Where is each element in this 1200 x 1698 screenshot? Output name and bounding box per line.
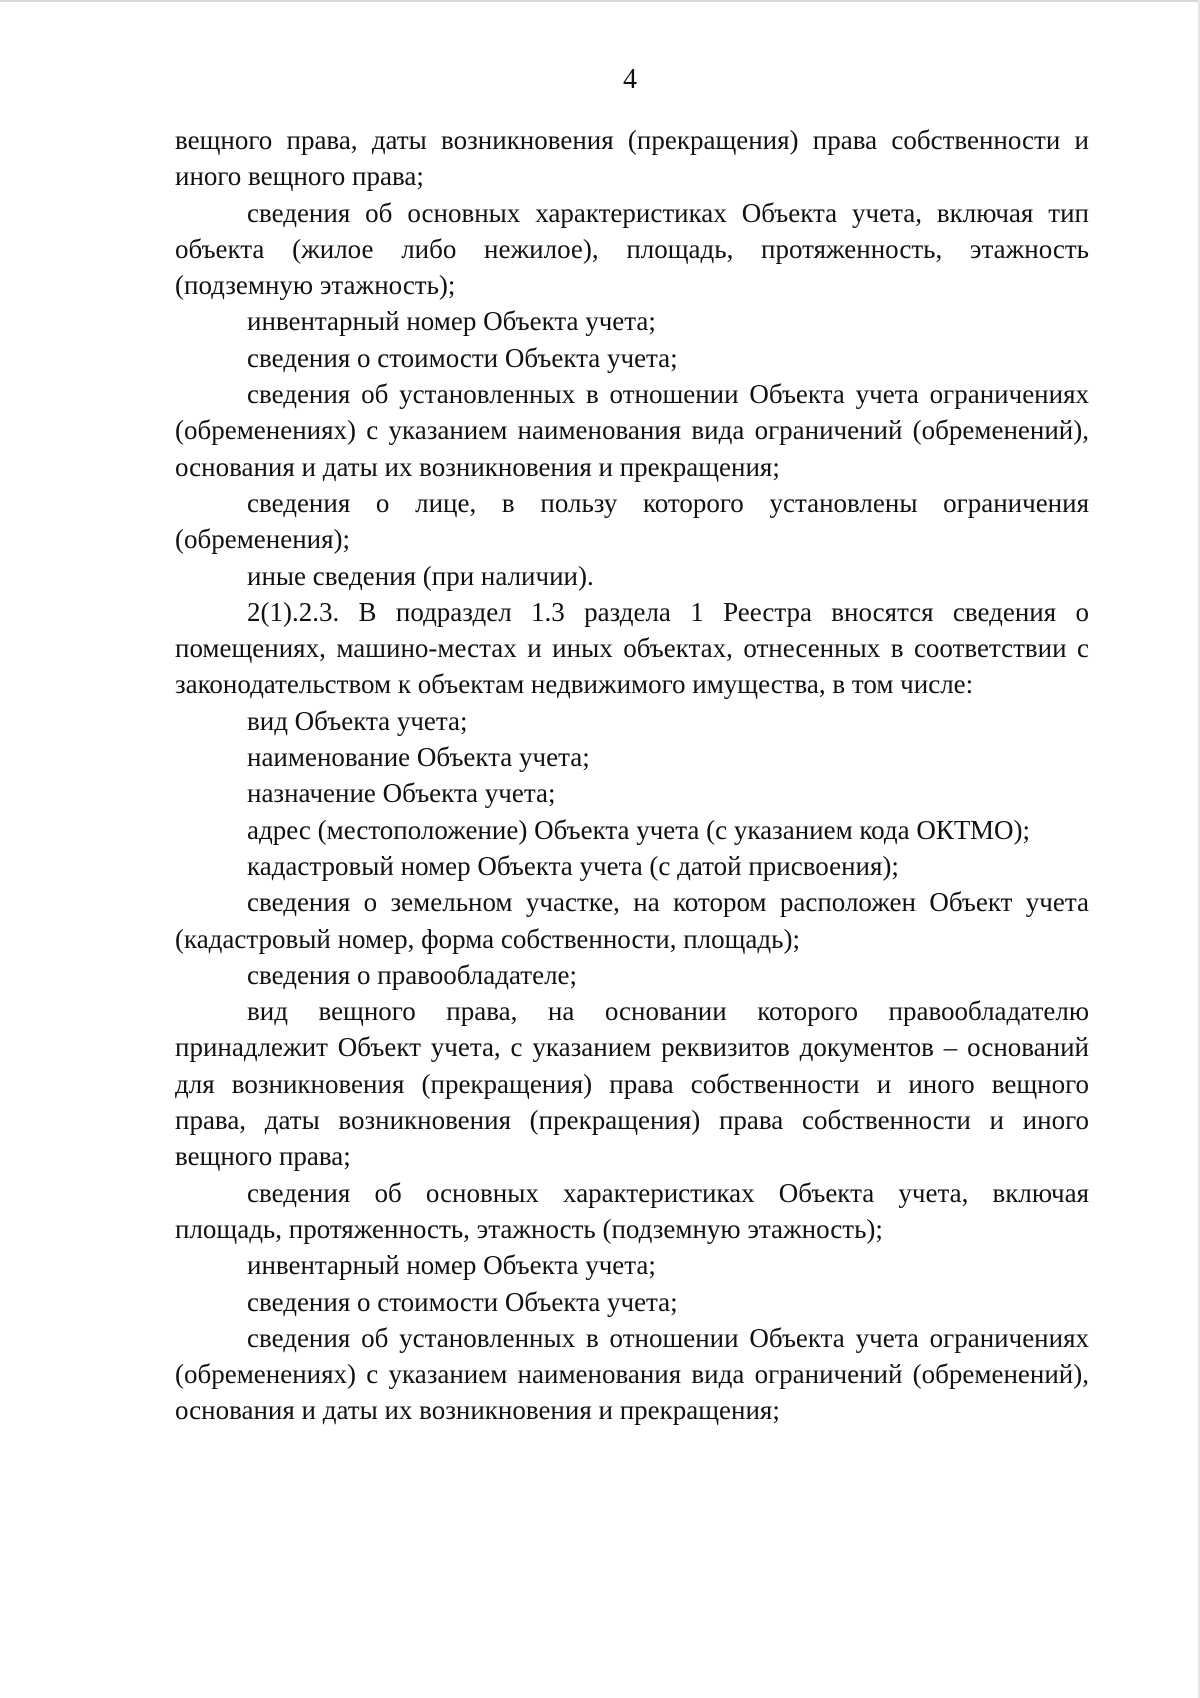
paragraph: сведения о земельном участке, на котором расположен Объект учета (кадастровый номер, форма собственности, площадь); [175, 887, 1089, 954]
paragraph: сведения об основных характеристиках Объекта учета, включая площадь, протяженность, этажность (подземную этажность); [175, 1177, 1089, 1244]
paragraph: сведения об основных характеристиках Объекта учета, включая тип объекта (жилое либо нежилое), площадь, протяженность, этажность (подземную этажность); [175, 197, 1089, 301]
paragraph: инвентарный номер Объекта учета; [247, 306, 656, 337]
document-body [175, 122, 1089, 1429]
paragraph: сведения об установленных в отношении Объекта учета ограничениях (обременениях) с указанием наименования вида ограничений (обременений), основания и даты их возникновения и прекращения; [175, 1322, 1089, 1426]
paragraph: адрес (местоположение) Объекта учета (с указанием кода ОКТМО); [247, 814, 1030, 845]
paragraph: сведения об установленных в отношении Объекта учета ограничениях (обременениях) с указанием наименования вида ограничений (обременений), основания и даты их возникновения и прекращения; [175, 379, 1089, 482]
paragraph: кадастровый номер Объекта учета (с датой присвоения); [247, 850, 899, 881]
paragraph: инвентарный номер Объекта учета; [247, 1250, 656, 1281]
paragraph: сведения о стоимости Объекта учета; [247, 1286, 678, 1317]
page-number: 4 [623, 64, 637, 95]
paragraph: вид вещного права, на основании которого правообладателю принадлежит Объект учета, с указанием реквизитов документов – оснований для возникновения (прекращения) права собственности и иного вещного права, даты возникновения (прекращения) права собственности и иного вещного права; [175, 996, 1089, 1172]
paragraph: иные сведения (при наличии). [247, 560, 594, 591]
paragraph: 2(1).2.3. В подраздел 1.3 раздела 1 Реестра вносятся сведения о помещениях, машино-местах и иных объектах, отнесенных в соответствии с законодательством к объектам недвижимого имущества, в том числе: [175, 596, 1089, 700]
paragraph: вещного права, даты возникновения (прекращения) права собственности и иного вещного права; [175, 125, 1089, 192]
paragraph: наименование Объекта учета; [247, 742, 590, 773]
paragraph: сведения о правообладателе; [247, 959, 578, 990]
paragraph: сведения о лице, в пользу которого установлены ограничения (обременения); [175, 487, 1089, 555]
paragraph: назначение Объекта учета; [247, 778, 556, 809]
paragraph: вид Объекта учета; [247, 705, 468, 736]
paragraph: сведения о стоимости Объекта учета; [247, 342, 678, 373]
scan-edge-top [0, 0, 1200, 2]
